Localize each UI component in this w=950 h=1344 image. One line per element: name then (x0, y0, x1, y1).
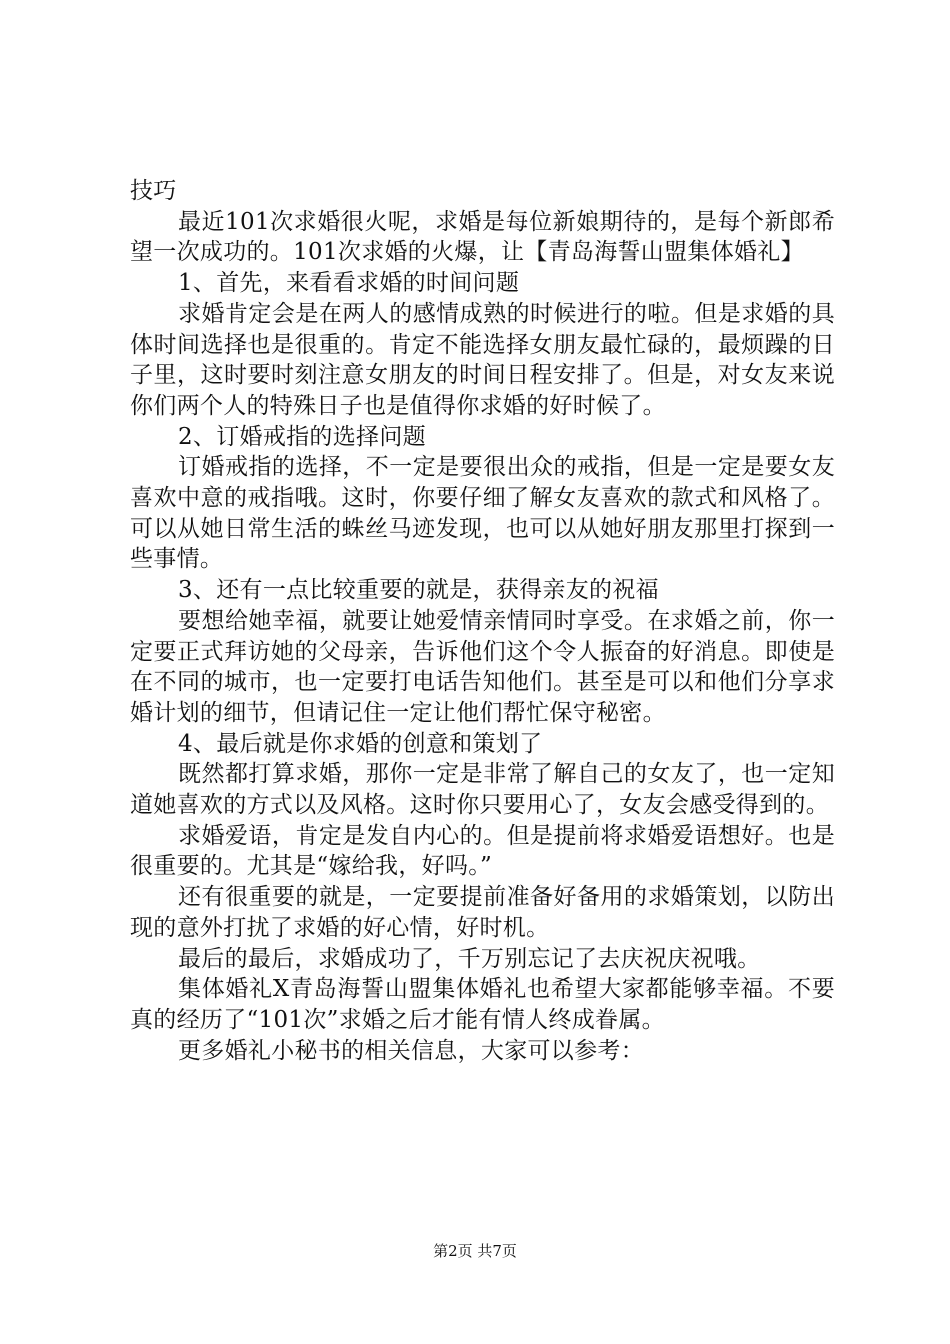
paragraph: 还有很重要的就是，一定要提前准备好备用的求婚策划，以防出现的意外打扰了求婚的好心情，好时机。 (130, 884, 835, 941)
paragraph: 求婚爱语，肯定是发自内心的。但是提前将求婚爱语想好。也是很重要的。尤其是“嫁给我，好吗。” (130, 822, 835, 880)
paragraph: 最近101次求婚很火呢，求婚是每位新娘期待的，是每个新郎希望一次成功的。101次求婚的火爆，让【青岛海誓山盟集体婚礼】 (130, 208, 835, 266)
document-body (130, 176, 835, 1066)
paragraph: 订婚戒指的选择，不一定是要很出众的戒指，但是一定是要女友喜欢中意的戒指哦。这时，你要仔细了解女友喜欢的款式和风格了。可以从她日常生活的蛛丝马迹发现，也可以从她好朋友那里打探到一些事情。 (130, 454, 835, 573)
paragraph: 集体婚礼X青岛海誓山盟集体婚礼也希望大家都能够幸福。不要真的经历了“101次”求婚之后才能有情人终成眷属。 (130, 976, 835, 1033)
section-heading: 3、还有一点比较重要的就是，获得亲友的祝福 (178, 577, 659, 604)
page-number-footer: 第2页 共7页 (433, 1242, 517, 1260)
section-heading: 2、订婚戒指的选择问题 (178, 423, 426, 450)
section-heading: 4、最后就是你求婚的创意和策划了 (178, 730, 543, 757)
paragraph: 求婚肯定会是在两人的感情成熟的时候进行的啦。但是求婚的具体时间选择也是很重的。肯定不能选择女朋友最忙碌的，最烦躁的日子里，这时要时刻注意女朋友的时间日程安排了。但是，对女友来说你们两个人的特殊日子也是值得你求婚的好时候了。 (130, 300, 835, 419)
section-heading: 1、首先，来看看求婚的时间问题 (178, 270, 520, 297)
paragraph: 最后的最后，求婚成功了，千万别忘记了去庆祝庆祝哦。 (178, 945, 761, 972)
paragraph: 既然都打算求婚，那你一定是非常了解自己的女友了，也一定知道她喜欢的方式以及风格。这时你只要用心了，女友会感受得到的。 (130, 761, 835, 819)
paragraph-heading: 技巧 (130, 178, 177, 204)
paragraph: 更多婚礼小秘书的相关信息，大家可以参考： (178, 1037, 644, 1064)
paragraph: 要想给她幸福，就要让她爱情亲情同时享受。在求婚之前，你一定要正式拜访她的父母亲，告诉他们这个令人振奋的好消息。即使是在不同的城市，也一定要打电话告知他们。甚至是可以和他们分享求婚计划的细节，但请记住一定让他们帮忙保守秘密。 (130, 607, 835, 726)
